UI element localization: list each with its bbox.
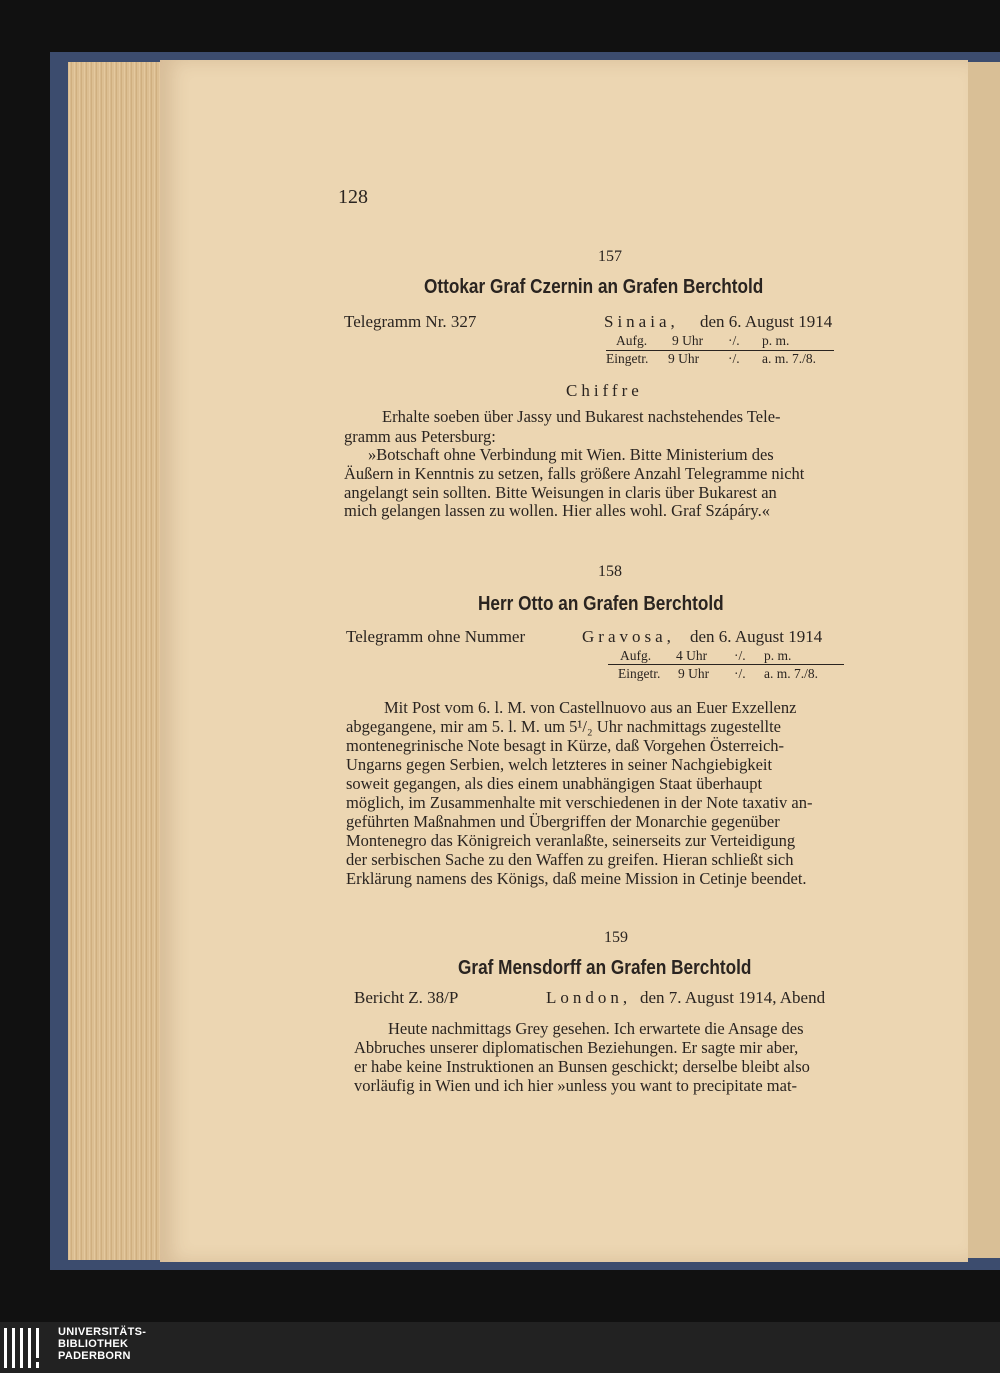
doc157-eing-time: 9 Uhr (668, 351, 700, 366)
doc159-place: London, (546, 988, 632, 1007)
logo-line-2: BIBLIOTHEK (58, 1338, 129, 1350)
doc158-line: Ungarns gegen Serbien, welch letzteres in seiner Nachgiebigkeit (346, 755, 773, 774)
doc158-type: Telegramm ohne Nummer (346, 627, 526, 646)
doc158-line: Montenegro das Königreich veranlaßte, seinerseits zur Verteidigung (346, 831, 796, 850)
facing-page-edge (968, 62, 1000, 1258)
doc159-line: vorläufig in Wien und ich hier »unless you want to precipitate mat- (354, 1076, 798, 1095)
footer-bar (0, 1322, 1000, 1373)
doc157-line: »Botschaft ohne Verbindung mit Wien. Bitte Ministerium des (368, 445, 774, 464)
doc158-line: montenegrinische Note besagt in Kürze, daß Vorgehen Österreich- (346, 736, 785, 755)
doc157-aufg-label: Aufg. (616, 333, 648, 348)
doc157-line: Erhalte soeben über Jassy und Bukarest nachstehendes Tele- (382, 407, 781, 426)
doc158-place: Gravosa, (582, 627, 675, 646)
library-logo-text (58, 1326, 146, 1362)
doc157-line: Äußern in Kenntnis zu setzen, falls größere Anzahl Telegramme nicht (344, 464, 805, 483)
doc158-line: geführten Maßnahmen und Übergriffen der Monarchie gegenüber (346, 812, 780, 831)
doc158-eing-sep: ·/. (734, 666, 746, 681)
page-number: 128 (338, 186, 368, 208)
doc159-date: den 7. August 1914, Abend (640, 988, 826, 1007)
doc159-type: Bericht Z. 38/P (354, 988, 459, 1007)
doc158-aufg-label: Aufg. (620, 648, 652, 663)
doc158-aufg-ampm: p. m. (764, 648, 792, 663)
library-logo-icon (4, 1328, 48, 1368)
logo-line-3: PADERBORN (58, 1350, 131, 1362)
doc158-line: der serbischen Sache zu den Waffen zu greifen. Hieran schließt sich (346, 850, 794, 869)
doc158-eing-ampm: a. m. 7./8. (764, 666, 818, 681)
doc158-aufg-sep: ·/. (734, 648, 746, 663)
doc159-title: Graf Mensdorff an Grafen Berchtold (458, 957, 752, 979)
doc157-eing-sep: ·/. (728, 351, 740, 366)
doc158-line: abgegangene, mir am 5. l. M. um 5¹/₂ Uhr nachmittags zugestellte (346, 717, 782, 736)
doc159-line: er habe keine Instruktionen an Bunsen geschickt; derselbe bleibt also (354, 1057, 810, 1076)
doc158-aufg-time: 4 Uhr (676, 648, 708, 663)
doc158-line: soweit gegangen, als dies einem unabhängigen Staat überhaupt (346, 774, 763, 793)
doc159-line: Abbruches unserer diplomatischen Beziehungen. Er sagte mir aber, (354, 1038, 799, 1057)
doc158-title: Herr Otto an Grafen Berchtold (478, 593, 724, 615)
doc157-number: 157 (598, 248, 622, 265)
doc158-line: möglich, im Zusammenhalte mit verschiedenen in der Note taxativ an- (346, 793, 813, 812)
doc158-rule (608, 664, 844, 665)
logo-line-1: UNIVERSITÄTS- (58, 1326, 147, 1338)
doc157-title: Ottokar Graf Czernin an Grafen Berchtold (424, 276, 764, 298)
doc157-line: gramm aus Petersburg: (344, 427, 496, 446)
page-edges (68, 62, 166, 1260)
doc157-aufg-sep: ·/. (728, 333, 740, 348)
doc159-number: 159 (604, 929, 628, 946)
doc157-line: mich gelangen lassen zu wollen. Hier alles wohl. Graf Szápáry.« (344, 501, 770, 520)
doc158-date: den 6. August 1914 (690, 627, 823, 646)
doc157-eing-ampm: a. m. 7./8. (762, 351, 816, 366)
doc157-date: den 6. August 1914 (700, 312, 833, 331)
doc157-place: Sinaia, (604, 312, 679, 331)
doc158-number: 158 (598, 563, 622, 580)
doc157-aufg-ampm: p. m. (762, 333, 790, 348)
doc158-line: Erklärung namens des Königs, daß meine Mission in Cetinje beendet. (346, 869, 807, 888)
doc158-eing-label: Eingetr. (618, 666, 661, 681)
doc157-type: Telegramm Nr. 327 (344, 312, 477, 331)
doc159-line: Heute nachmittags Grey gesehen. Ich erwartete die Ansage des (388, 1019, 804, 1038)
doc158-eing-time: 9 Uhr (678, 666, 710, 681)
doc157-chiffre: Chiffre (566, 381, 643, 400)
doc157-eing-label: Eingetr. (606, 351, 649, 366)
doc157-aufg-time: 9 Uhr (672, 333, 704, 348)
doc158-line: Mit Post vom 6. l. M. von Castellnuovo aus an Euer Exzellenz (384, 698, 797, 717)
doc157-line: angelangt sein sollten. Bitte Weisungen in claris über Bukarest an (344, 483, 777, 502)
